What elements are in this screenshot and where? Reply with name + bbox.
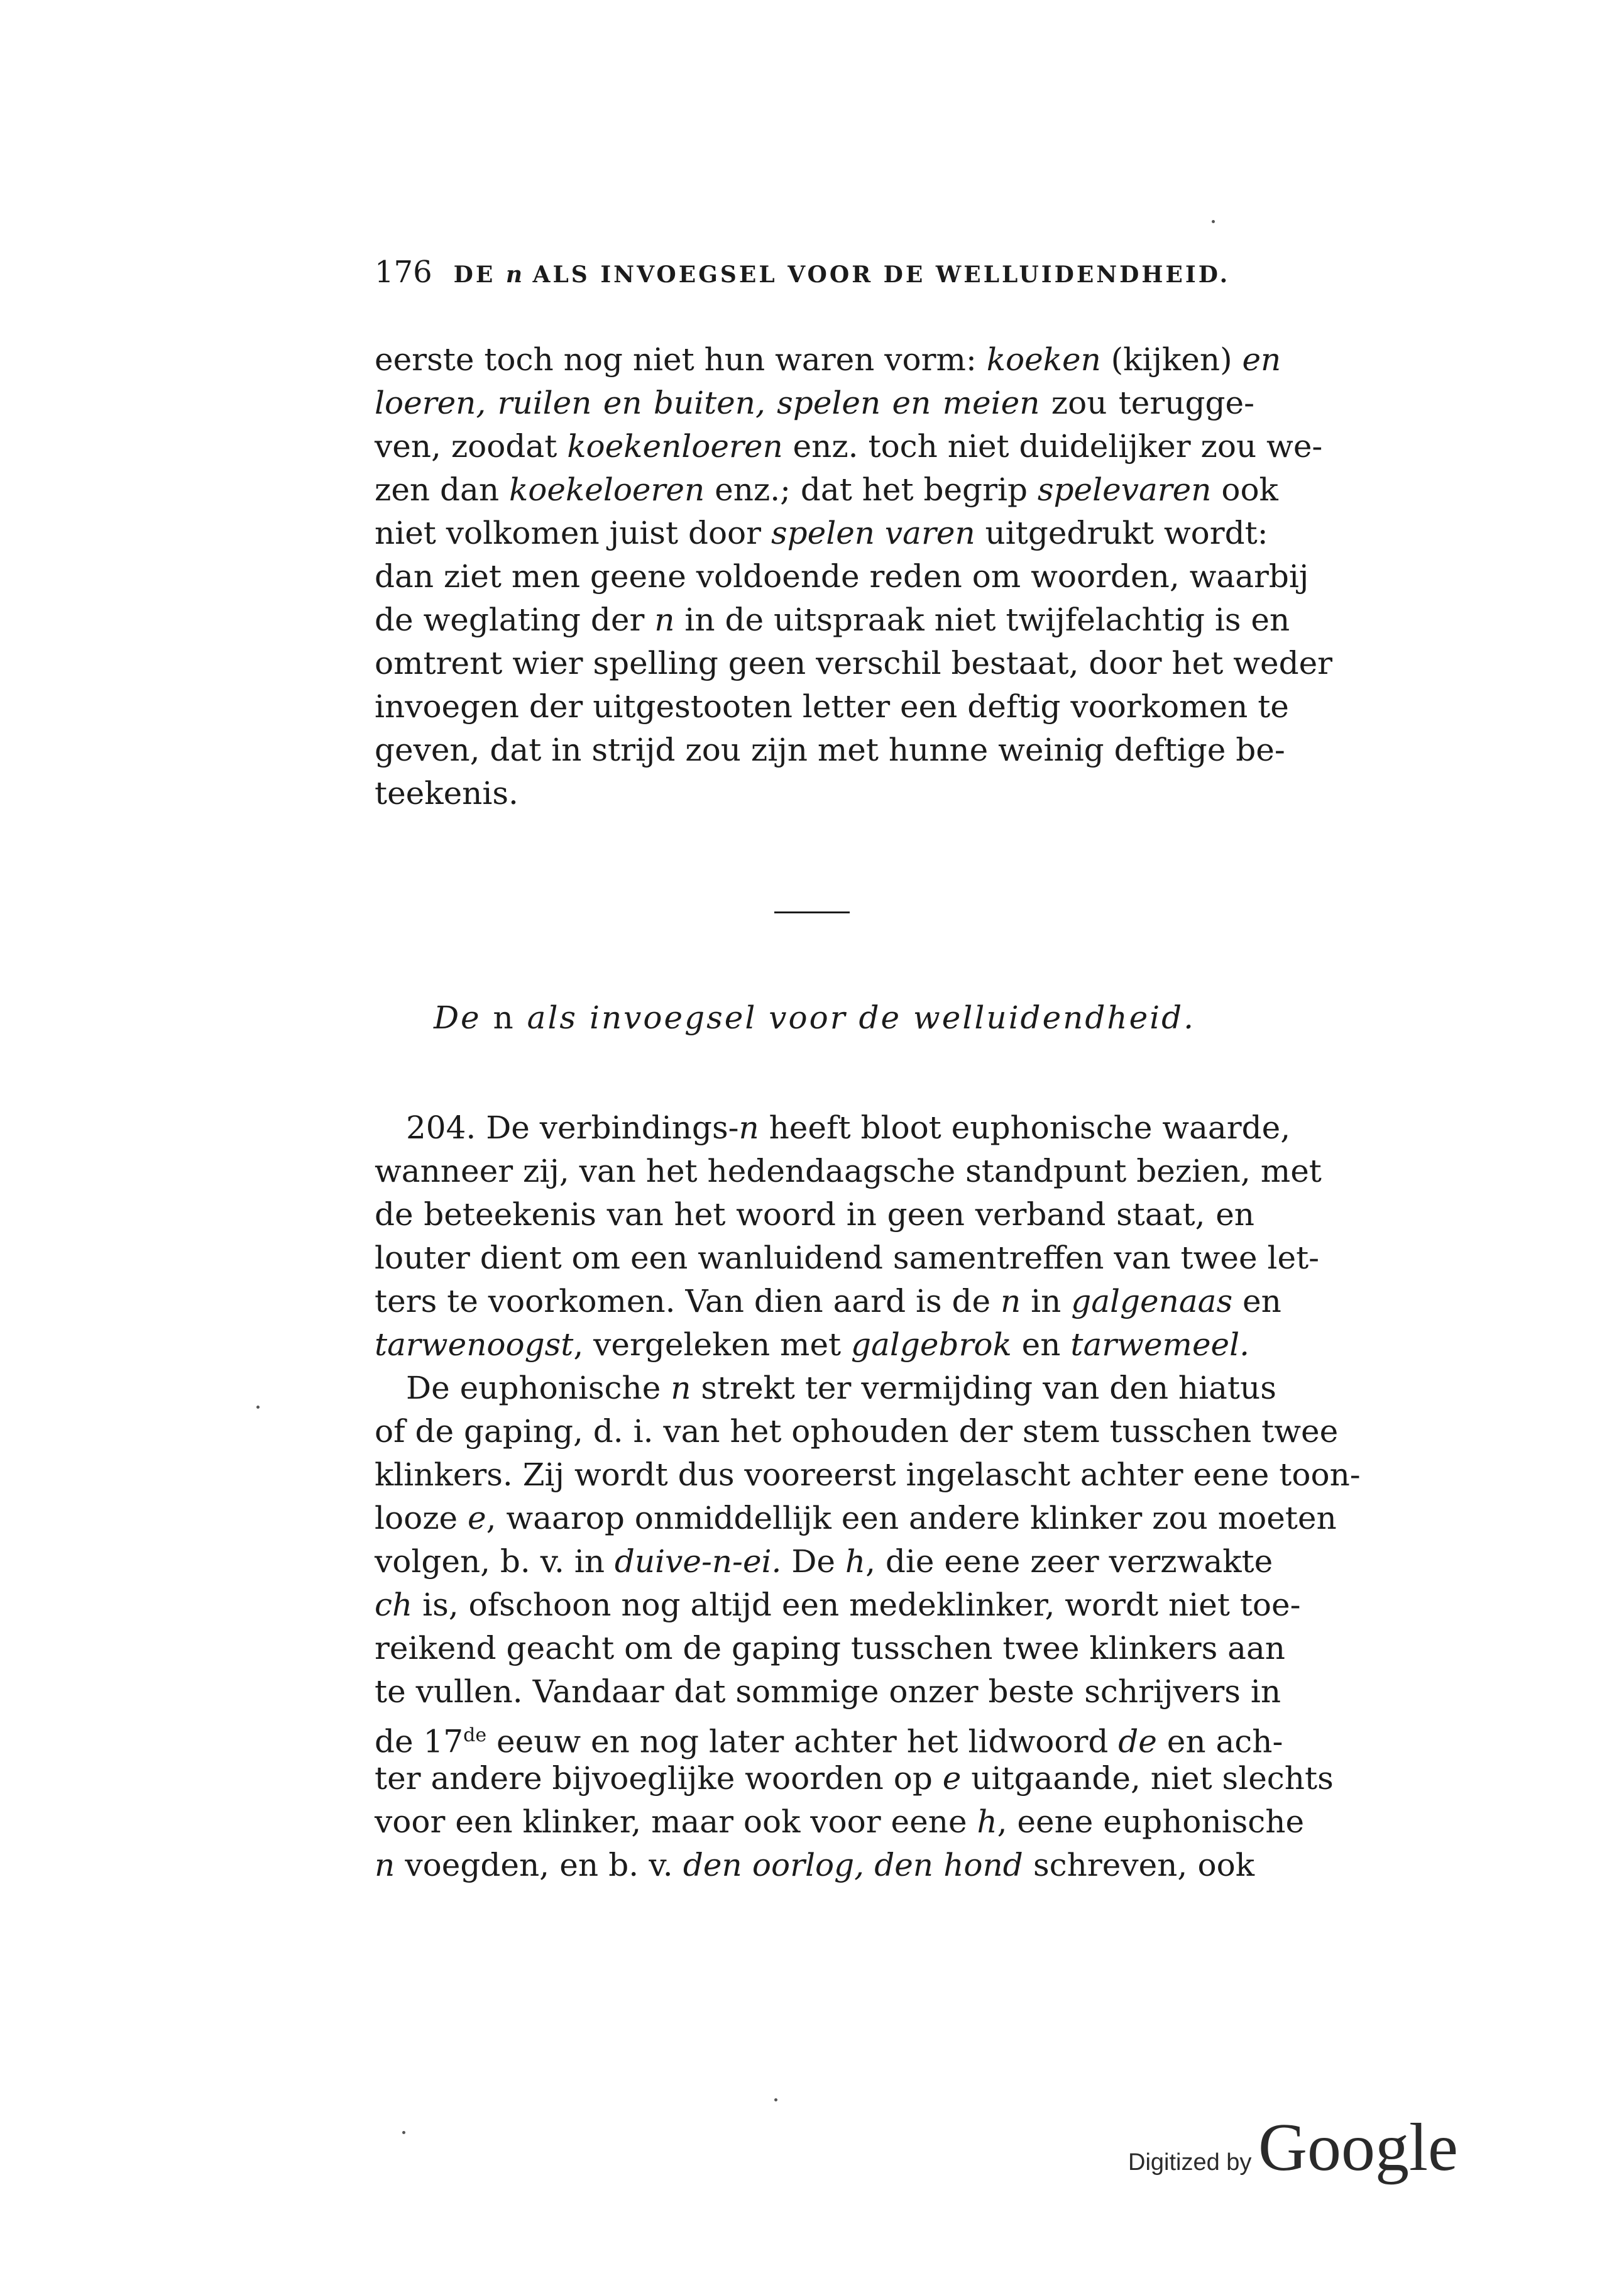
italic-text: n [1001, 1283, 1021, 1319]
italic-text: galgebrok [851, 1326, 1012, 1363]
text-line [375, 1497, 1337, 1540]
scan-speck [402, 2131, 405, 2134]
text-segment: looze [375, 1500, 468, 1536]
text-segment: of de gaping, d. i. van het ophouden der stem tusschen twee [375, 1413, 1339, 1450]
running-title: DE n ALS INVOEGSEL VOOR DE WELLUIDENDHEID. [453, 261, 1231, 288]
text-segment: eeuw en nog later achter het lidwoord [486, 1723, 1119, 1760]
text-segment: eerste toch nog niet hun waren vorm: [375, 341, 987, 378]
text-segment: is, ofschoon nog altijd een medeklinker, wordt niet toe- [412, 1587, 1301, 1623]
text-segment: ook [1211, 471, 1278, 508]
text-segment: schreven, ook [1023, 1847, 1254, 1883]
text-line [375, 512, 1268, 555]
text-segment: in [1021, 1283, 1072, 1319]
text-segment: , die eene zeer verzwakte [865, 1543, 1273, 1580]
text-segment: niet volkomen juist door [375, 515, 771, 551]
italic-text: spelen varen [771, 515, 975, 551]
text-segment: , eene euphonische [997, 1803, 1305, 1840]
text-line [375, 1714, 1283, 1760]
text-segment: in de uitspraak niet twijfelachtig is en [674, 602, 1290, 638]
italic-text: duive-n-ei. [614, 1543, 782, 1580]
italic-text: koekenloeren [567, 428, 783, 465]
text-line [375, 1583, 1301, 1627]
text-segment: de 17 [375, 1723, 464, 1760]
text-line [375, 1410, 1339, 1453]
text-segment: ter andere bijvoeglijke woorden op [375, 1760, 943, 1797]
text-segment: , vergeleken met [573, 1326, 852, 1363]
text-segment: heeft bloot euphonische waarde, [759, 1109, 1291, 1146]
text-segment: enz. toch niet duidelijker zou we- [782, 428, 1323, 465]
italic-text: e [468, 1500, 486, 1536]
text-line [375, 729, 1285, 772]
italic-text: ch [375, 1587, 413, 1623]
text-segment: louter dient om een wanluidend samentreffen van twee let- [375, 1240, 1320, 1276]
text-line [375, 1323, 1254, 1367]
text-line [375, 1150, 1322, 1193]
text-segment: strekt ter vermijding van den hiatus [691, 1370, 1276, 1406]
paragraph-continuation [375, 338, 1333, 815]
paragraph-euphonic-n [375, 1367, 1361, 1887]
italic-text: spelevaren [1037, 471, 1212, 508]
text-segment: teekenis. [375, 775, 518, 812]
text-line [375, 425, 1323, 468]
superscript-ordinal: de [463, 1724, 487, 1746]
text-segment: en ach- [1156, 1723, 1283, 1760]
text-line [375, 1757, 1334, 1800]
text-segment: voegden, en b. v. [395, 1847, 683, 1883]
text-segment: 204. De verbindings- [406, 1109, 739, 1146]
section-heading: De n als invoegsel voor de welluidendheid. [433, 999, 1196, 1036]
italic-text: n [375, 1847, 395, 1883]
text-segment: voor een klinker, maar ook voor eene [375, 1803, 977, 1840]
text-line [375, 598, 1290, 642]
text-segment: te vullen. Vandaar dat sommige onzer beste schrijvers in [375, 1673, 1281, 1710]
text-segment: de beteekenis van het woord in geen verband staat, en [375, 1196, 1254, 1233]
text-segment: uitgedrukt wordt: [975, 515, 1268, 551]
text-line [375, 1236, 1320, 1280]
text-line [375, 1844, 1254, 1887]
text-segment: ven, zoodat [375, 428, 568, 465]
italic-text: den oorlog, den hond [683, 1847, 1023, 1883]
text-line [375, 338, 1281, 382]
text-segment: (kijken) [1100, 341, 1243, 378]
italic-text: n [671, 1370, 691, 1406]
text-segment: ters te voorkomen. Van dien aard is de [375, 1283, 1001, 1319]
text-segment: De [781, 1543, 845, 1580]
page-number: 176 [375, 255, 432, 290]
google-digitized-watermark: Digitized by Google [1128, 2110, 1458, 2185]
scan-speck [1212, 220, 1215, 223]
text-line [375, 1193, 1254, 1236]
italic-text: tarwenoogst [375, 1326, 574, 1363]
italic-text: koekeloeren [508, 471, 705, 508]
text-line [375, 685, 1289, 729]
text-segment: klinkers. Zij wordt dus vooreerst ingelascht achter eene toon- [375, 1456, 1361, 1493]
text-segment: omtrent wier spelling geen verschil bestaat, door het weder [375, 645, 1333, 681]
text-line [375, 1280, 1281, 1323]
italic-text: koeken [986, 341, 1101, 378]
scan-speck [256, 1406, 260, 1409]
text-line [375, 382, 1254, 425]
text-segment: zou terugge- [1040, 385, 1254, 421]
running-header [375, 255, 1254, 290]
text-segment: enz.; dat het begrip [705, 471, 1038, 508]
italic-text: e [942, 1760, 962, 1797]
text-line [375, 1800, 1305, 1844]
text-segment: volgen, b. v. in [375, 1543, 615, 1580]
italic-text: n [654, 602, 675, 638]
italic-text: galgenaas [1071, 1283, 1233, 1319]
text-segment: invoegen der uitgestooten letter een deftig voorkomen te [375, 688, 1289, 725]
text-line [375, 1670, 1281, 1714]
italic-text: en [1242, 341, 1281, 378]
scan-speck [774, 2098, 777, 2101]
italic-text: tarwemeel. [1070, 1326, 1250, 1363]
italic-text: de [1118, 1723, 1157, 1760]
italic-text: h [977, 1803, 997, 1840]
text-segment: dan ziet men geene voldoende reden om woorden, waarbij [375, 558, 1309, 595]
text-segment: wanneer zij, van het hedendaagsche standpunt bezien, met [375, 1153, 1322, 1189]
text-line [375, 1540, 1273, 1583]
text-line [375, 468, 1278, 512]
italic-text: n [738, 1109, 759, 1146]
text-segment: De euphonische [406, 1370, 671, 1406]
text-line [375, 1106, 1291, 1150]
text-line [375, 1367, 1276, 1410]
text-segment: en [1232, 1283, 1281, 1319]
italic-text: h [845, 1543, 866, 1580]
text-segment: geven, dat in strijd zou zijn met hunne weinig deftige be- [375, 732, 1285, 768]
text-line [375, 642, 1333, 685]
paragraph-204 [375, 1106, 1322, 1367]
text-segment: zen dan [375, 471, 509, 508]
text-segment: , waarop onmiddellijk een andere klinker zou moeten [486, 1500, 1337, 1536]
text-line [375, 1453, 1361, 1497]
italic-text: loeren, ruilen en buiten, spelen en meien [375, 385, 1040, 421]
text-line [375, 555, 1309, 598]
text-line [375, 772, 1254, 815]
section-divider [774, 911, 850, 913]
text-segment: en [1011, 1326, 1071, 1363]
text-segment: de weglating der [375, 602, 655, 638]
text-segment: uitgaande, niet slechts [961, 1760, 1334, 1797]
text-line [375, 1627, 1285, 1670]
text-segment: reikend geacht om de gaping tusschen twee klinkers aan [375, 1630, 1285, 1666]
